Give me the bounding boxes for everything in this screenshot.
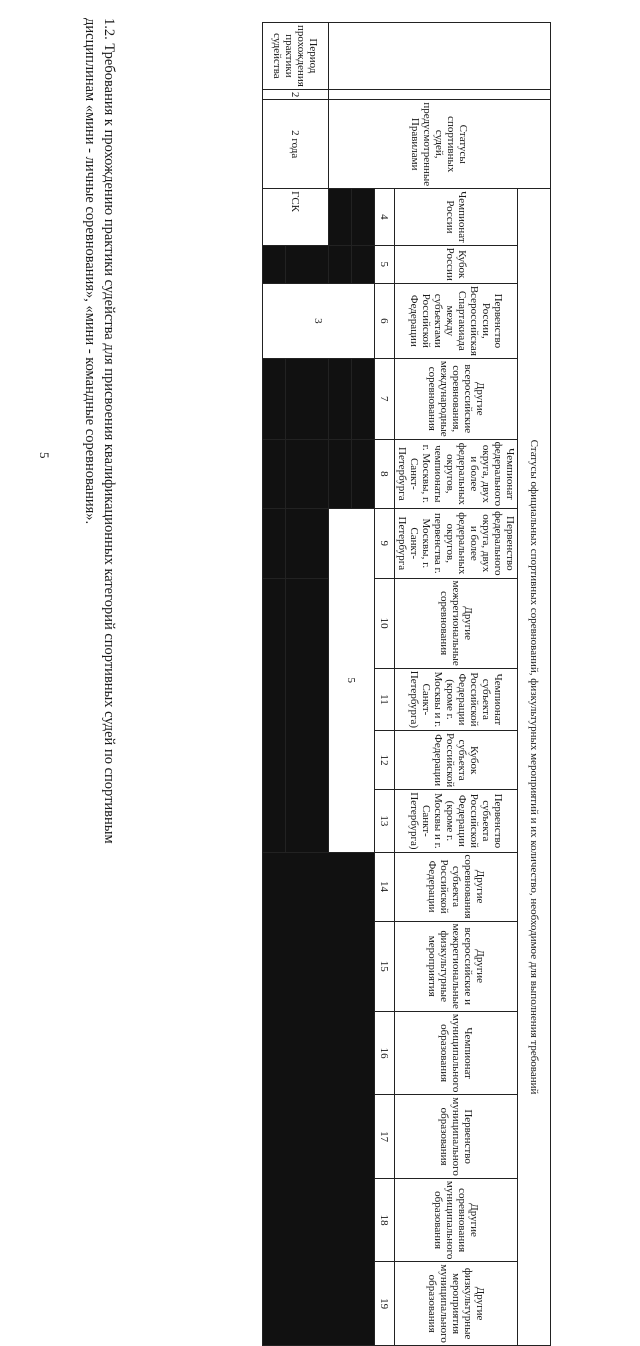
- black-cell: [263, 245, 286, 283]
- header-col3: Статусы спортивных судей, предусмотренные Правилами: [329, 100, 551, 189]
- black-block: [263, 852, 375, 1345]
- header-col-12: Кубок субъекта Российской Федерации: [395, 731, 518, 790]
- black-cell: [263, 439, 286, 508]
- col-number-5: 5: [375, 245, 395, 283]
- col-number-11: 11: [375, 668, 395, 730]
- black-cell: [329, 245, 352, 283]
- col-number-14: 14: [375, 852, 395, 921]
- header-col-6: Первенство России, Всероссийская Спартакиада между субъектами Российской Федерации: [395, 283, 518, 358]
- header-col-11: Чемпионат субъекта Российской Федерации (кроме г. Москвы и г. Санкт-Петербурга): [395, 668, 518, 730]
- header-col2: Период прохождения практики судейства: [263, 23, 329, 90]
- header-col-9: Первенство федерального округа, двух и более федеральных округов, первенства г. Москвы, г. Санкт-Петербурга: [395, 509, 518, 578]
- header-col-10: Другие межрегиональные соревнования: [395, 578, 518, 668]
- black-cell: [329, 358, 352, 439]
- black-cell: [286, 509, 329, 578]
- header-col-18: Другие соревнования муниципального образования: [395, 1178, 518, 1262]
- header-col-17: Первенство муниципального образования: [395, 1095, 518, 1179]
- black-cell: [286, 245, 329, 283]
- header-col-5: Кубок России: [395, 245, 518, 283]
- col-number-15: 15: [375, 921, 395, 1011]
- panel-cell: ГСК: [263, 189, 329, 246]
- header-col-4: Чемпионат России: [395, 189, 518, 246]
- black-cell: [352, 358, 375, 439]
- black-cell: [352, 245, 375, 283]
- black-cell: [352, 439, 375, 508]
- black-cell: [329, 439, 352, 508]
- header-col-19: Другие физкультурные мероприятия муниципального образования: [395, 1262, 518, 1346]
- header-col-13: Первенство субъекта Российской Федерации (кроме г. Москвы и г. Санкт-Петербурга): [395, 790, 518, 852]
- header-col-16: Чемпионат муниципального образования: [395, 1011, 518, 1095]
- header-col-8: Чемпионат федерального округа, двух и более федеральных округов, чемпионаты г. Москвы, г. Санкт-Петербурга: [395, 439, 518, 508]
- col-number-16: 16: [375, 1011, 395, 1095]
- black-cell: [286, 358, 329, 439]
- col-number-8: 8: [375, 439, 395, 508]
- col-number-6: 6: [375, 283, 395, 358]
- panel-column-spacer: [329, 89, 551, 100]
- requirements-table: [262, 22, 551, 1346]
- col-number-9: 9: [375, 509, 395, 578]
- header-col-14: Другие соревнования субъекта Российской Федерации: [395, 852, 518, 921]
- col-number-19: 19: [375, 1262, 395, 1346]
- header-col-7: Другие всероссийские соревнования, международные соревнования: [395, 358, 518, 439]
- period-cell: 2 года: [263, 100, 329, 189]
- col-number-4: 4: [375, 189, 395, 246]
- black-block: [286, 578, 329, 921]
- black-cell: [263, 509, 286, 578]
- count-cell-regional: 5: [329, 509, 375, 852]
- col-number-18: 18: [375, 1178, 395, 1262]
- black-block: [263, 578, 286, 921]
- black-cell: [286, 439, 329, 508]
- black-cell: [352, 189, 375, 246]
- roles-column-spacer: [329, 23, 551, 90]
- header-statuses-group: Статусы официальных спортивных соревнований, физкультурных мероприятий и их количество, необходимое для выполнения требований: [518, 189, 551, 1346]
- header-col-15: Другие всероссийские и межрегиональные физкультурные мероприятия: [395, 921, 518, 1011]
- col-number-17: 17: [375, 1095, 395, 1179]
- black-cell: [329, 189, 352, 246]
- section-heading: 1.2. Требования к прохождению практики судейства для присвоения квалификационных категорий спортивных судей по спортивным дисциплинам «мини - личные соревнования», «мини - командные соревнования».: [82, 18, 117, 844]
- col-number-13: 13: [375, 790, 395, 852]
- black-cell: [263, 358, 286, 439]
- col-number-7: 7: [375, 358, 395, 439]
- col-number-2: 2: [263, 89, 329, 100]
- col-number-10: 10: [375, 578, 395, 668]
- page-number: 5: [37, 452, 52, 459]
- col-number-12: 12: [375, 731, 395, 790]
- count-cell-national: 3: [263, 283, 375, 358]
